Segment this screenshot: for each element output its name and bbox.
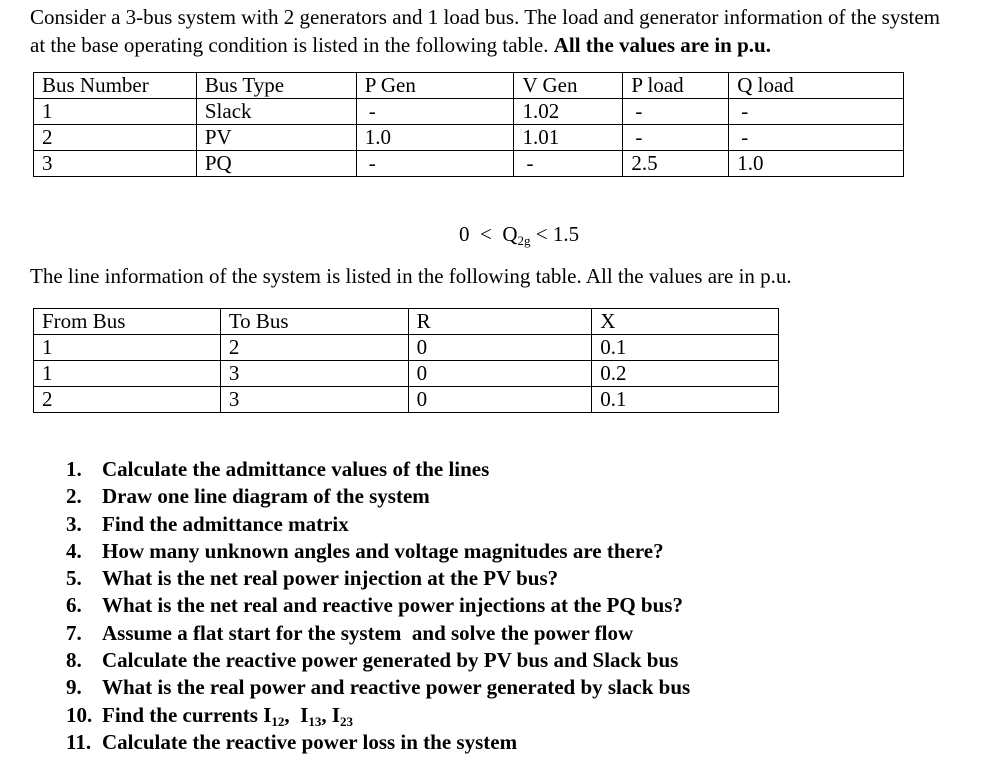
header-cell: P load [623, 73, 729, 99]
constraint-right: < 1.5 [530, 222, 580, 246]
question-list [66, 456, 690, 756]
table-cell: 3 [220, 361, 408, 387]
intro-paragraph [30, 3, 960, 59]
question-text: Calculate the admittance values of the lines [102, 457, 490, 481]
header-cell: From Bus [34, 309, 221, 335]
question-number: 2. [66, 484, 82, 509]
table-cell: 0 [408, 387, 592, 413]
list-item [66, 674, 690, 701]
question-number: 8. [66, 648, 82, 673]
table-cell: 2 [34, 125, 197, 151]
table-cell: PV [196, 125, 356, 151]
intro-text: Consider a 3-bus system with 2 generators and 1 load bus. The load and generator information of the system at the base operating condition is listed in the following table. [30, 5, 940, 57]
table-cell: 2 [220, 335, 408, 361]
header-cell: V Gen [514, 73, 623, 99]
table-header-row [34, 73, 904, 99]
question-number: 3. [66, 511, 82, 536]
table-cell: 0.1 [592, 387, 779, 413]
list-item [66, 538, 690, 565]
header-cell: R [408, 309, 592, 335]
question-number: 10. [66, 702, 93, 727]
table-cell: - [729, 99, 904, 125]
table-row [34, 125, 904, 151]
question-text: What is the net real power injection at the PV bus? [102, 566, 559, 591]
current-separator: , I [284, 702, 309, 727]
table-cell: 1.02 [514, 99, 623, 125]
table-cell: - [356, 151, 514, 177]
table-cell: 3 [34, 151, 197, 177]
list-item [66, 620, 690, 647]
header-cell: P Gen [356, 73, 514, 99]
current-separator: , I [321, 702, 340, 727]
table-cell: 1 [34, 335, 221, 361]
table-cell: 1 [34, 361, 221, 387]
current-subscript: 12 [271, 713, 285, 729]
question-text: Draw one line diagram of the system [102, 484, 430, 509]
header-cell: To Bus [220, 309, 408, 335]
table-cell: 1 [34, 99, 197, 125]
list-item [66, 483, 690, 510]
list-item [66, 565, 690, 592]
question-number: 9. [66, 675, 82, 700]
table-cell: 1.01 [514, 125, 623, 151]
list-item [66, 647, 690, 674]
list-item [66, 511, 690, 538]
table-cell: 1.0 [356, 125, 514, 151]
table-cell: PQ [196, 151, 356, 177]
table-cell: 0 [408, 361, 592, 387]
question-text: Find the currents I [102, 702, 272, 727]
table-cell: 2 [34, 387, 221, 413]
constraint-left: 0 < Q [459, 222, 518, 246]
table-row [34, 151, 904, 177]
table-cell: - [623, 125, 729, 151]
question-text: Calculate the reactive power generated by PV bus and Slack bus [102, 648, 679, 673]
table-row [34, 361, 779, 387]
bus-info-table [33, 72, 904, 177]
question-number: 11. [66, 729, 92, 754]
table-cell: Slack [196, 99, 356, 125]
question-number: 6. [66, 593, 82, 618]
table-row [34, 387, 779, 413]
list-item [66, 729, 690, 756]
table-cell: 1.0 [729, 151, 904, 177]
table-header-row [34, 309, 779, 335]
current-subscript: 13 [308, 713, 322, 729]
question-number: 1. [66, 457, 82, 481]
question-number: 7. [66, 620, 82, 645]
question-number: 5. [66, 566, 82, 591]
question-text: Calculate the reactive power loss in the system [102, 729, 518, 754]
table-row [34, 99, 904, 125]
table-row [34, 335, 779, 361]
q2g-constraint [459, 222, 579, 249]
table-cell: 0 [408, 335, 592, 361]
list-item [66, 592, 690, 619]
table-cell: - [729, 125, 904, 151]
table-cell: 0.2 [592, 361, 779, 387]
intro-bold-note: All the values are in p.u. [553, 33, 771, 57]
table-cell: - [356, 99, 514, 125]
table-cell: 0.1 [592, 335, 779, 361]
header-cell: Bus Number [34, 73, 197, 99]
header-cell: X [592, 309, 779, 335]
question-text: What is the net real and reactive power injections at the PQ bus? [102, 593, 683, 618]
constraint-sub: 2g [517, 233, 531, 248]
list-item [66, 702, 690, 729]
current-subscript: 23 [340, 713, 353, 729]
line-info-text: The line information of the system is listed in the following table. All the values are in p.u. [30, 264, 792, 288]
list-item [66, 456, 690, 483]
header-cell: Q load [729, 73, 904, 99]
question-text: Find the admittance matrix [102, 511, 349, 536]
table-cell: - [514, 151, 623, 177]
question-number: 4. [66, 538, 82, 563]
question-text: How many unknown angles and voltage magnitudes are there? [102, 538, 664, 563]
table-cell: - [623, 99, 729, 125]
table-cell: 3 [220, 387, 408, 413]
line-info-table [33, 308, 779, 413]
question-text: What is the real power and reactive power generated by slack bus [102, 675, 691, 700]
table-cell: 2.5 [623, 151, 729, 177]
question-text: Assume a flat start for the system and solve the power flow [102, 620, 634, 645]
header-cell: Bus Type [196, 73, 356, 99]
